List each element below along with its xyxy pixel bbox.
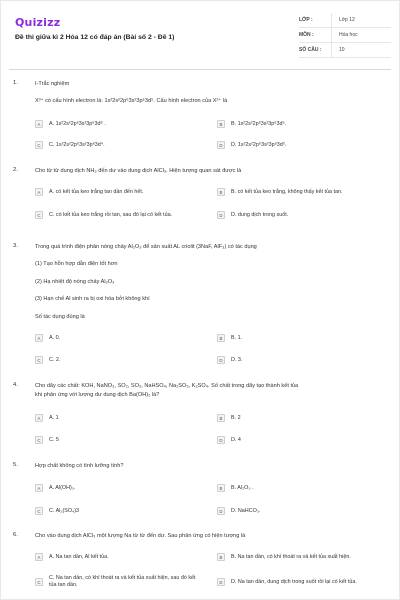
option-b[interactable] bbox=[217, 331, 242, 345]
question-text: Cho dãy các chất: KOH, NaNO₃, SO₂, SO₃, NaHSO₄, Na₂SO₃, K₂SO₄. Số chất trong dãy tạo thành kết tủa bbox=[35, 383, 299, 389]
option-letter-box: C bbox=[35, 356, 43, 364]
meta-row-subject bbox=[299, 28, 391, 43]
question-text: (3) Hạn chế Al sinh ra bị oxi hóa bởi không khí bbox=[35, 296, 150, 302]
quizizz-logo: Quizizz bbox=[15, 16, 61, 29]
option-text: B. Al₂O₃ . bbox=[231, 484, 254, 491]
meta-row-count bbox=[299, 43, 391, 58]
option-d[interactable] bbox=[217, 353, 242, 367]
option-letter-box: D bbox=[217, 356, 225, 364]
option-d[interactable] bbox=[217, 572, 387, 592]
option-text: C. Al₂(SO₄)3 bbox=[49, 507, 80, 514]
option-text: B. 1s²2s²2p⁶3s²3p⁶3d⁵. bbox=[231, 120, 287, 127]
option-c[interactable] bbox=[35, 353, 60, 367]
meta-value: 10 bbox=[331, 43, 391, 58]
option-text: D. 1s²2s²2p⁶3s²3p⁶3d³. bbox=[231, 141, 287, 148]
option-letter-box: A bbox=[35, 120, 43, 128]
option-text: C. có kết tủa keo trắng rồi tan, sau đó lại có kết tủa. bbox=[49, 211, 173, 218]
option-letter-box: C bbox=[35, 436, 43, 444]
question-text: (1) Tạo hỗn hợp dẫn điện tốt hơn bbox=[35, 261, 118, 267]
option-letter-box: B bbox=[217, 414, 225, 422]
question-text: Số tác dụng đúng là bbox=[35, 314, 85, 320]
option-letter-box: C bbox=[35, 578, 43, 586]
option-text: C. 2. bbox=[49, 356, 61, 363]
option-text: A. 0. bbox=[49, 334, 61, 341]
header-divider bbox=[9, 69, 391, 70]
option-letter-box: C bbox=[35, 141, 43, 149]
option-text: B. Na tan dần, có khí thoát ra và kết tủa xuất hiện. bbox=[231, 553, 351, 560]
option-c[interactable] bbox=[35, 205, 195, 225]
option-c[interactable] bbox=[35, 138, 105, 152]
option-a[interactable] bbox=[35, 331, 60, 345]
option-d[interactable] bbox=[217, 208, 288, 222]
option-text: A. có kết tủa keo trắng tan dần đến hết. bbox=[49, 188, 144, 195]
option-d[interactable] bbox=[217, 433, 241, 447]
question-number: 4. bbox=[13, 382, 18, 388]
option-d[interactable] bbox=[217, 138, 286, 152]
option-text: A. Al(OH)₃. bbox=[49, 484, 76, 491]
option-text: D. 3. bbox=[231, 356, 243, 363]
option-letter-box: C bbox=[35, 507, 43, 515]
question-number: 3. bbox=[13, 243, 18, 249]
option-b[interactable] bbox=[217, 185, 342, 199]
meta-value: Lớp 12 bbox=[331, 13, 391, 28]
option-letter-box: D bbox=[217, 507, 225, 515]
option-a[interactable] bbox=[35, 481, 75, 495]
meta-key: MÔN : bbox=[299, 32, 314, 38]
option-text: B. 2 bbox=[231, 414, 241, 421]
option-text: D. dung dịch trong suốt. bbox=[231, 211, 289, 218]
option-b[interactable] bbox=[217, 117, 286, 131]
meta-row-class bbox=[299, 13, 391, 28]
question-text: Cho từ từ dung dịch NH₃ đến dư vào dung dịch AlCl₃. Hiện tượng quan sát được là bbox=[35, 168, 242, 174]
option-c[interactable] bbox=[35, 433, 59, 447]
option-letter-box: A bbox=[35, 484, 43, 492]
question-text: I-Trắc nghiệm bbox=[35, 81, 70, 87]
question-text: X³⁺ có cấu hình electron là: 1s²2s²2p⁶3s²3p⁶3d⁵. Cấu hình electron của X²⁺ là bbox=[35, 98, 228, 104]
option-letter-box: B bbox=[217, 553, 225, 561]
option-text: C. 1s²2s²2p⁶3s²3p⁶3d⁴. bbox=[49, 141, 105, 148]
meta-key: SỐ CÂU : bbox=[299, 47, 322, 53]
option-letter-box: A bbox=[35, 414, 43, 422]
option-letter-box: B bbox=[217, 484, 225, 492]
option-a[interactable] bbox=[35, 411, 59, 425]
option-text: D. 4 bbox=[231, 436, 241, 443]
option-text: C. 5 bbox=[49, 436, 59, 443]
option-b[interactable] bbox=[217, 481, 254, 495]
question-text: Hợp chất không có tính lưỡng tính? bbox=[35, 463, 124, 469]
option-text: A. 1s²2s²2p⁶3s²3p⁶3d⁶ . bbox=[49, 120, 106, 127]
option-letter-box: B bbox=[217, 120, 225, 128]
page-title: Đề thi giữa kì 2 Hóa 12 có đáp án (Bài số 2 - Đề 1) bbox=[15, 34, 175, 41]
option-letter-box: A bbox=[35, 188, 43, 196]
option-text: B. có kết tủa keo trắng, không thấy kết tủa tan. bbox=[231, 188, 343, 195]
question-number: 2. bbox=[13, 167, 18, 173]
option-b[interactable] bbox=[217, 550, 351, 564]
question-text: Cho vào dung dịch AlCl₃ một lượng Na từ từ đến dư. Sau phản ứng có hiện tượng là bbox=[35, 533, 246, 539]
question-text: Trong quá trình điện phân nóng chảy Al₂O₃ để sản xuất AL criolit (3NaF, AlF₃) có tác dụng bbox=[35, 244, 257, 250]
option-letter-box: B bbox=[217, 188, 225, 196]
question-number: 1. bbox=[13, 80, 18, 86]
question-text: khi phản ứng với lượng dư dung dịch Ba(OH)₂ là? bbox=[35, 392, 160, 398]
option-text: C. Na tan dần, có khí thoát ra và kết tủa xuất hiện, sau đó kết tủa tan dần. bbox=[49, 575, 196, 588]
option-d[interactable] bbox=[217, 504, 260, 518]
option-text: B. 1. bbox=[231, 334, 243, 341]
question-number: 6. bbox=[13, 532, 18, 538]
option-c[interactable] bbox=[35, 572, 205, 592]
option-letter-box: D bbox=[217, 436, 225, 444]
option-letter-box: C bbox=[35, 211, 43, 219]
option-a[interactable] bbox=[35, 185, 143, 199]
option-letter-box: B bbox=[217, 334, 225, 342]
meta-value: Hóa học bbox=[331, 28, 391, 43]
option-c[interactable] bbox=[35, 504, 79, 518]
option-letter-box: D bbox=[217, 141, 225, 149]
option-letter-box: D bbox=[217, 211, 225, 219]
option-b[interactable] bbox=[217, 411, 241, 425]
option-letter-box: A bbox=[35, 334, 43, 342]
question-text: (2) Hạ nhiệt độ nóng chảy Al₂O₃ bbox=[35, 279, 115, 285]
question-number: 5. bbox=[13, 462, 18, 468]
option-letter-box: D bbox=[217, 578, 225, 586]
option-a[interactable] bbox=[35, 117, 106, 131]
option-text: A. Na tan dần, Al kết tủa. bbox=[49, 553, 109, 560]
option-text: D. Na tan dần, dung dịch trong suốt rồi lại có kết tủa. bbox=[231, 578, 357, 585]
option-letter-box: A bbox=[35, 553, 43, 561]
meta-key: LỚP : bbox=[299, 17, 313, 23]
option-text: D. NaHCO₃. bbox=[231, 507, 261, 514]
meta-table bbox=[299, 13, 391, 58]
option-a[interactable] bbox=[35, 550, 109, 564]
option-text: A. 1 bbox=[49, 414, 59, 421]
